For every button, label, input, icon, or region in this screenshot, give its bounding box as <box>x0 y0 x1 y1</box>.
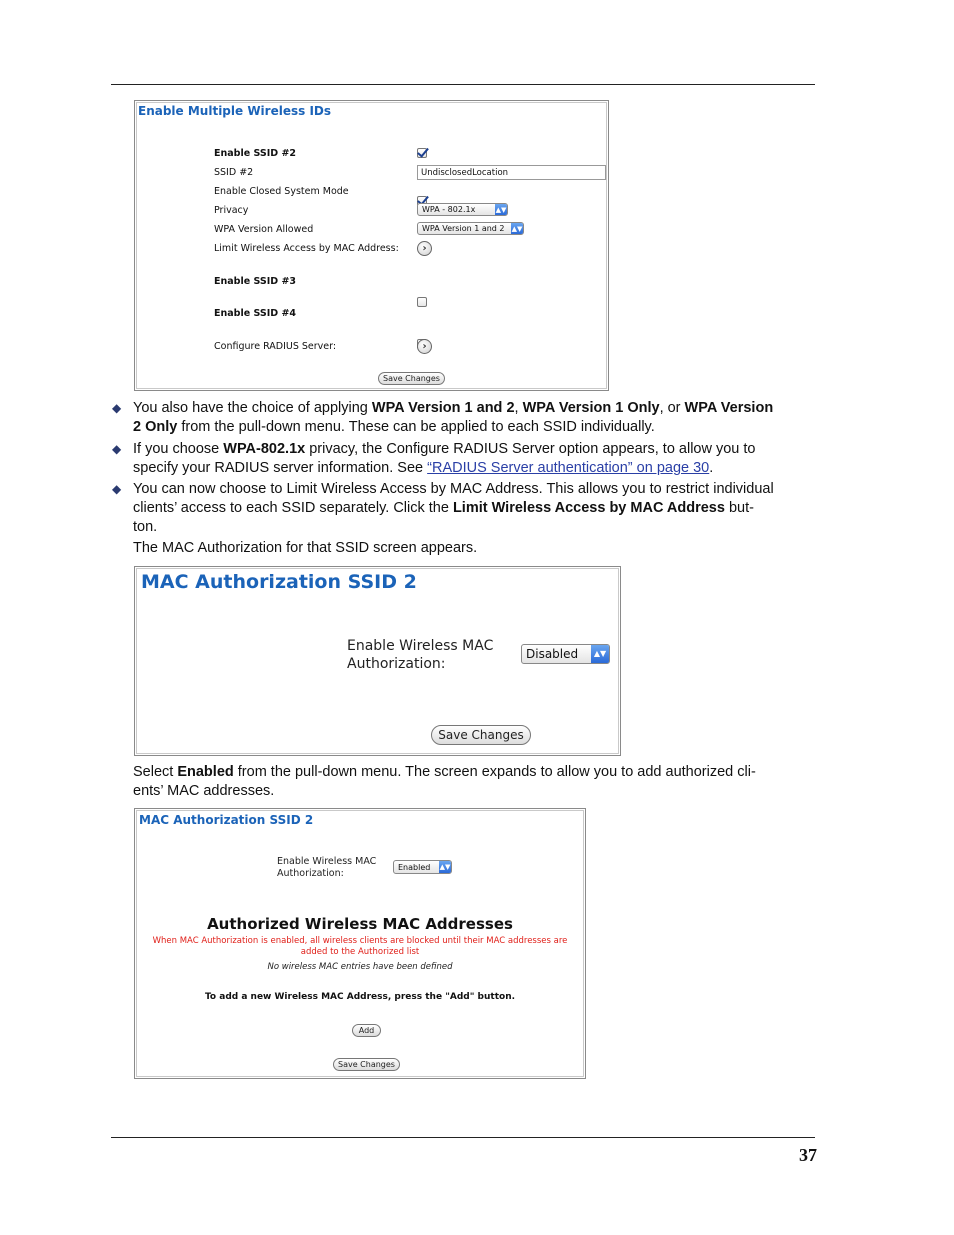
save-changes-button[interactable]: Save Changes <box>333 1058 400 1071</box>
select-arrows-icon: ▲▼ <box>439 863 451 871</box>
mac-auth-select-value: Disabled <box>526 647 579 661</box>
select-arrows-icon: ▲▼ <box>495 205 507 214</box>
mac-auth-panel-enabled <box>134 808 586 1079</box>
radius-button[interactable] <box>417 339 432 354</box>
wpa-version-select-value: WPA Version 1 and 2 <box>422 224 505 233</box>
ssid2-label: SSID #2 <box>214 167 254 178</box>
wpa-version-select[interactable] <box>417 222 524 235</box>
enable-ssid4-label: Enable SSID #4 <box>214 308 297 319</box>
bullet-paragraph: You can now choose to Limit Wireless Access by MAC Address. This allows you to restrict individual clients’ access to each SSID separately. Click the Limit Wireless Access by MAC Address but- ton. <box>133 481 774 535</box>
privacy-label: Privacy <box>214 205 249 216</box>
privacy-select-value: WPA - 802.1x <box>422 205 476 214</box>
bullet-paragraph: You also have the choice of applying WPA Version 1 and 2, WPA Version 1 Only, or WPA Version 2 Only from the pull-down menu. These can be applied to each SSID individually. <box>133 400 774 435</box>
arrow-right-icon: › <box>422 242 427 254</box>
enable-ssid3-checkbox[interactable] <box>417 297 427 307</box>
enable-ssid2-checkbox[interactable] <box>417 148 427 158</box>
mac-auth-panel-disabled <box>134 566 621 756</box>
privacy-select[interactable] <box>417 203 508 216</box>
select-arrows-icon: ▲▼ <box>511 224 523 233</box>
limit-mac-button[interactable] <box>417 241 432 256</box>
header-rule <box>111 84 815 85</box>
radius-label: Configure RADIUS Server: <box>214 341 337 352</box>
panel-title: Enable Multiple Wireless IDs <box>138 104 332 118</box>
save-changes-button[interactable]: Save Changes <box>431 725 531 745</box>
enable-mac-auth-label: Enable Wireless MAC Authorization: <box>277 856 377 879</box>
radius-auth-link[interactable]: “RADIUS Server authentication” on page 30 <box>427 460 710 476</box>
limit-mac-label: Limit Wireless Access by MAC Address: <box>214 243 399 254</box>
wireless-ids-panel <box>134 100 609 391</box>
bullet-icon: ◆ <box>112 482 122 496</box>
enable-ssid2-label: Enable SSID #2 <box>214 148 297 159</box>
bullet-icon: ◆ <box>112 401 122 415</box>
panel-title: MAC Authorization SSID 2 <box>141 571 417 593</box>
mac-auth-select-value: Enabled <box>398 862 431 872</box>
wpa-version-label: WPA Version Allowed <box>214 224 314 235</box>
body-text: Select Enabled from the pull-down menu. The screen expands to allow you to add authorized cli- ents’ MAC addresses. <box>133 764 756 799</box>
panel-title: MAC Authorization SSID 2 <box>139 813 314 827</box>
save-changes-button[interactable]: Save Changes <box>378 372 445 385</box>
add-instruction: To add a new Wireless MAC Address, press the "Add" button. <box>204 992 516 1002</box>
body-text: The MAC Authorization for that SSID screen appears. <box>133 540 478 556</box>
enable-ssid3-label: Enable SSID #3 <box>214 276 297 287</box>
enable-mac-auth-label: Enable Wireless MAC Authorization: <box>347 638 494 672</box>
ssid2-input[interactable]: UndisclosedLocation <box>417 165 606 180</box>
footer-rule <box>111 1137 815 1138</box>
mac-auth-select[interactable] <box>393 860 452 874</box>
closed-mode-label: Enable Closed System Mode <box>214 186 349 197</box>
mac-auth-select[interactable] <box>521 644 610 664</box>
bullet-icon: ◆ <box>112 442 122 456</box>
arrow-right-icon: › <box>422 340 427 352</box>
empty-note: No wireless MAC entries have been defined <box>267 962 453 972</box>
page-number: 37 <box>799 1145 817 1165</box>
add-button[interactable]: Add <box>352 1024 381 1037</box>
select-arrows-icon: ▲▼ <box>591 645 609 663</box>
section-heading: Authorized Wireless MAC Addresses <box>207 915 513 933</box>
warning-text: When MAC Authorization is enabled, all wireless clients are blocked until their MAC addresses are added to the Authorized list <box>152 936 568 957</box>
bullet-paragraph: If you choose WPA-802.1x privacy, the Configure RADIUS Server option appears, to allow you to specify your RADIUS server information. See “RADIUS Server authentication” on page 30. <box>133 441 756 476</box>
